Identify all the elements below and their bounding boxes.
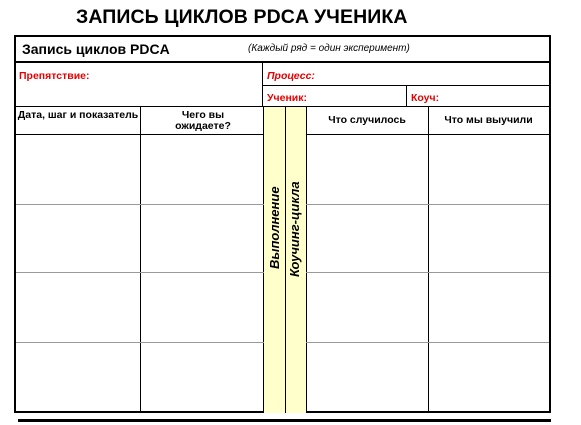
process-label: Процесс:	[267, 70, 315, 82]
table-row[interactable]	[16, 273, 549, 342]
form-note: (Каждый ряд = один эксперимент)	[248, 43, 410, 54]
execution-label: Выполнение	[267, 186, 282, 269]
table-row[interactable]	[16, 135, 549, 204]
col-header-what-happened: Что случилось	[328, 114, 406, 126]
col-header-expectation: Чего вы ожидаете?	[175, 109, 231, 132]
obstacle-label: Препятствие:	[19, 70, 90, 82]
col-header-date-step-metric: Дата, шаг и показатель	[17, 109, 139, 121]
pdca-record-form	[14, 35, 551, 413]
table-row[interactable]	[16, 343, 549, 413]
coach-label: Коуч:	[411, 92, 440, 104]
table-row[interactable]	[16, 205, 549, 272]
col-header-what-learned: Что мы выучили	[444, 114, 533, 126]
coaching-cycle-label: Коучинг-цикла	[287, 181, 302, 277]
bottom-rule	[18, 419, 551, 422]
form-title-row	[16, 37, 549, 63]
learner-coach-divider	[406, 85, 407, 107]
page-title: ЗАПИСЬ ЦИКЛОВ PDCA УЧЕНИКА	[76, 6, 408, 28]
learner-label: Ученик:	[267, 92, 308, 104]
form-title: Запись циклов PDCA	[22, 41, 170, 57]
